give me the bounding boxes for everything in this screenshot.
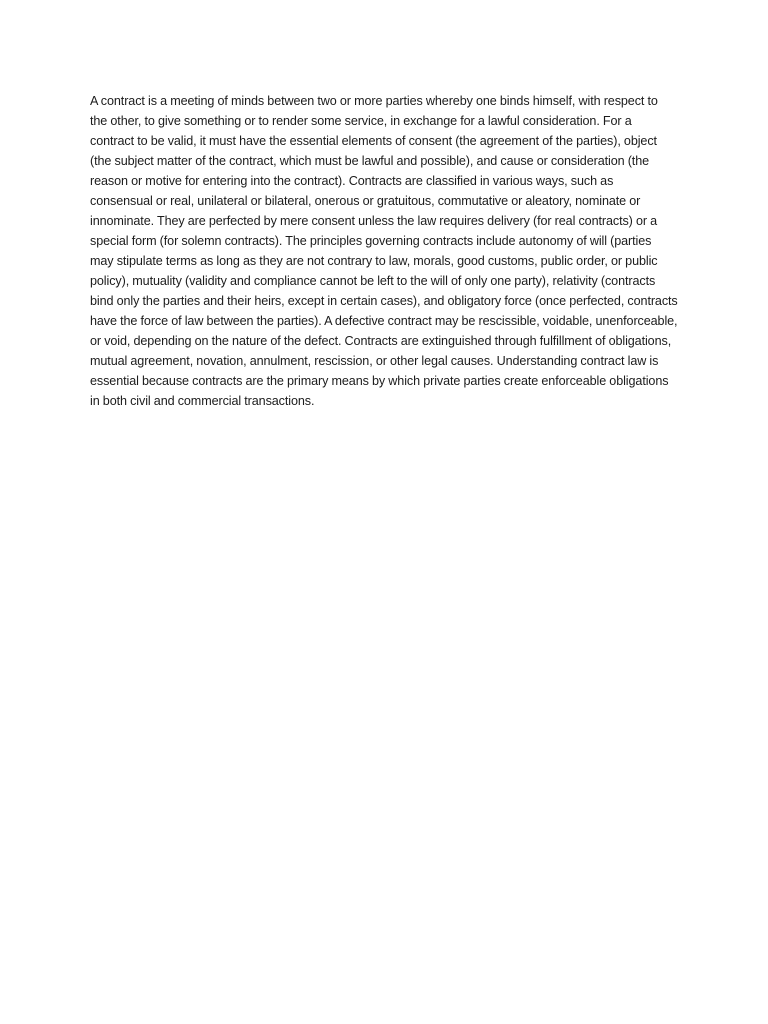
body-paragraph: A contract is a meeting of minds between two or more parties whereby one binds himself, with respect to the other, to give something or to render some service, in exchange for a lawful consideration. For a contract to be valid, it must have the essential elements of consent (the agreement of the parties), object (the subject matter of the contract, which must be lawful and possible), and cause or consideration (the reason or motive for entering into the contract). Contracts are classified in various ways, such as consensual or real, unilateral or bilateral, onerous or gratuitous, commutative or aleatory, nominate or innominate. They are perfected by mere consent unless the law requires delivery (for real contracts) or a special form (for solemn contracts). The principles governing contracts include autonomy of will (parties may stipulate terms as long as they are not contrary to law, morals, good customs, public order, or public policy), mutuality (validity and compliance cannot be left to the will of only one party), relativity (contracts bind only the parties and their heirs, except in certain cases), and obligatory force (once perfected, contracts have the force of law between the parties). A defective contract may be rescissible, voidable, unenforceable, or void, depending on the nature of the defect. Contracts are extinguished through fulfillment of obligations, mutual agreement, novation, annulment, rescission, or other legal causes. Understanding contract law is essential because contracts are the primary means by which private parties create enforceable obligations in both civil and commercial transactions. — [90, 94, 678, 408]
